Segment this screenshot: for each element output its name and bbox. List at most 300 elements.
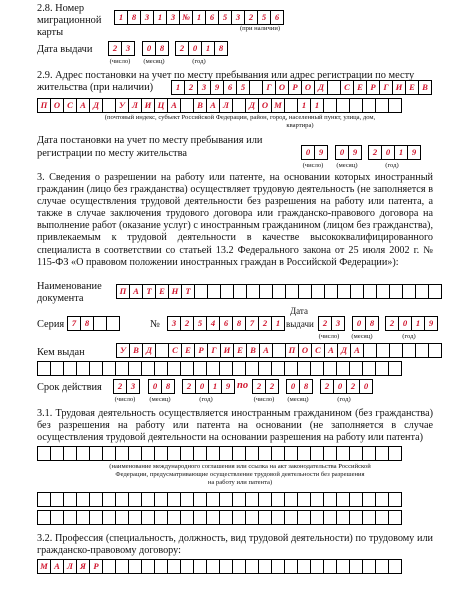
letter-cell[interactable]: 0 bbox=[359, 379, 373, 394]
letter-cell[interactable]: А bbox=[259, 343, 273, 358]
letter-cell[interactable] bbox=[376, 343, 390, 358]
letter-cell[interactable] bbox=[259, 284, 273, 299]
letter-cell[interactable] bbox=[180, 446, 194, 461]
letter-cell[interactable] bbox=[233, 284, 247, 299]
basis-row-1[interactable] bbox=[37, 446, 401, 461]
letter-cell[interactable] bbox=[141, 492, 155, 507]
letter-cell[interactable] bbox=[180, 98, 194, 113]
letter-cell[interactable]: 8 bbox=[161, 379, 175, 394]
letter-cell[interactable]: 8 bbox=[232, 316, 246, 331]
letter-cell[interactable]: 5 bbox=[236, 80, 250, 95]
letter-cell[interactable] bbox=[389, 284, 403, 299]
letter-cell[interactable] bbox=[285, 284, 299, 299]
letter-cell[interactable] bbox=[89, 361, 103, 376]
letter-cell[interactable] bbox=[297, 559, 311, 574]
letter-cell[interactable] bbox=[245, 361, 259, 376]
letter-cell[interactable]: О bbox=[298, 343, 312, 358]
permit-year-field[interactable] bbox=[385, 316, 437, 331]
letter-cell[interactable]: 0 bbox=[335, 145, 349, 160]
letter-cell[interactable]: 0 bbox=[188, 41, 202, 56]
valid-to-day-field[interactable] bbox=[252, 379, 278, 394]
letter-cell[interactable] bbox=[115, 361, 129, 376]
permit-day-field[interactable] bbox=[318, 316, 344, 331]
letter-cell[interactable] bbox=[388, 361, 402, 376]
letter-cell[interactable] bbox=[219, 446, 233, 461]
letter-cell[interactable] bbox=[219, 361, 233, 376]
letter-cell[interactable]: 8 bbox=[365, 316, 379, 331]
letter-cell[interactable] bbox=[363, 284, 377, 299]
address-row-2[interactable] bbox=[37, 98, 401, 113]
letter-cell[interactable] bbox=[50, 361, 64, 376]
letter-cell[interactable]: А bbox=[50, 559, 64, 574]
letter-cell[interactable]: 1 bbox=[192, 10, 206, 25]
letter-cell[interactable] bbox=[106, 316, 120, 331]
letter-cell[interactable]: 8 bbox=[80, 316, 94, 331]
letter-cell[interactable]: 3 bbox=[231, 10, 245, 25]
letter-cell[interactable] bbox=[206, 361, 220, 376]
letter-cell[interactable]: 6 bbox=[219, 316, 233, 331]
letter-cell[interactable] bbox=[128, 361, 142, 376]
letter-cell[interactable]: Е bbox=[233, 343, 247, 358]
letter-cell[interactable]: П bbox=[37, 98, 51, 113]
letter-cell[interactable] bbox=[323, 492, 337, 507]
letter-cell[interactable]: А bbox=[167, 98, 181, 113]
letter-cell[interactable] bbox=[349, 361, 363, 376]
letter-cell[interactable]: П bbox=[116, 284, 130, 299]
letter-cell[interactable] bbox=[375, 492, 389, 507]
letter-cell[interactable]: 1 bbox=[411, 316, 425, 331]
letter-cell[interactable] bbox=[336, 361, 350, 376]
letter-cell[interactable] bbox=[232, 510, 246, 525]
letter-cell[interactable]: 7 bbox=[245, 316, 259, 331]
letter-cell[interactable] bbox=[271, 510, 285, 525]
letter-cell[interactable] bbox=[219, 510, 233, 525]
letter-cell[interactable]: О bbox=[50, 98, 64, 113]
letter-cell[interactable] bbox=[402, 284, 416, 299]
letter-cell[interactable] bbox=[206, 492, 220, 507]
valid-to-month-field[interactable] bbox=[286, 379, 312, 394]
letter-cell[interactable]: В bbox=[418, 80, 432, 95]
letter-cell[interactable]: Д bbox=[142, 343, 156, 358]
registration-day-field[interactable] bbox=[301, 145, 327, 160]
letter-cell[interactable] bbox=[349, 492, 363, 507]
permit-number-field[interactable] bbox=[167, 316, 284, 331]
letter-cell[interactable] bbox=[310, 446, 324, 461]
letter-cell[interactable] bbox=[63, 510, 77, 525]
letter-cell[interactable] bbox=[141, 361, 155, 376]
letter-cell[interactable]: Р bbox=[89, 559, 103, 574]
letter-cell[interactable] bbox=[37, 510, 51, 525]
letter-cell[interactable]: Л bbox=[128, 98, 142, 113]
letter-cell[interactable] bbox=[375, 510, 389, 525]
issuer-row-2[interactable] bbox=[37, 361, 401, 376]
letter-cell[interactable] bbox=[37, 492, 51, 507]
letter-cell[interactable] bbox=[336, 492, 350, 507]
letter-cell[interactable]: Л bbox=[63, 559, 77, 574]
letter-cell[interactable] bbox=[362, 492, 376, 507]
letter-cell[interactable]: 1 bbox=[310, 98, 324, 113]
letter-cell[interactable] bbox=[245, 559, 259, 574]
letter-cell[interactable]: А bbox=[129, 284, 143, 299]
letter-cell[interactable] bbox=[141, 446, 155, 461]
letter-cell[interactable]: А bbox=[350, 343, 364, 358]
letter-cell[interactable]: И bbox=[141, 98, 155, 113]
letter-cell[interactable] bbox=[271, 446, 285, 461]
letter-cell[interactable]: Е bbox=[405, 80, 419, 95]
letter-cell[interactable] bbox=[154, 361, 168, 376]
letter-cell[interactable]: 2 bbox=[252, 379, 266, 394]
letter-cell[interactable]: У bbox=[116, 343, 130, 358]
letter-cell[interactable]: 1 bbox=[114, 10, 128, 25]
letter-cell[interactable] bbox=[388, 98, 402, 113]
letter-cell[interactable] bbox=[362, 510, 376, 525]
letter-cell[interactable]: 2 bbox=[182, 379, 196, 394]
letter-cell[interactable] bbox=[258, 559, 272, 574]
letter-cell[interactable]: 1 bbox=[208, 379, 222, 394]
letter-cell[interactable] bbox=[284, 559, 298, 574]
letter-cell[interactable] bbox=[180, 492, 194, 507]
letter-cell[interactable]: 2 bbox=[184, 80, 198, 95]
letter-cell[interactable]: 1 bbox=[297, 98, 311, 113]
letter-cell[interactable]: Ц bbox=[154, 98, 168, 113]
letter-cell[interactable]: 0 bbox=[398, 316, 412, 331]
letter-cell[interactable]: Р bbox=[194, 343, 208, 358]
letter-cell[interactable]: 2 bbox=[113, 379, 127, 394]
letter-cell[interactable] bbox=[76, 446, 90, 461]
letter-cell[interactable]: 3 bbox=[140, 10, 154, 25]
letter-cell[interactable]: В bbox=[246, 343, 260, 358]
letter-cell[interactable]: 9 bbox=[424, 316, 438, 331]
letter-cell[interactable] bbox=[297, 492, 311, 507]
letter-cell[interactable] bbox=[258, 510, 272, 525]
letter-cell[interactable]: С bbox=[63, 98, 77, 113]
letter-cell[interactable] bbox=[388, 492, 402, 507]
letter-cell[interactable] bbox=[102, 98, 116, 113]
permit-month-field[interactable] bbox=[352, 316, 378, 331]
letter-cell[interactable]: 1 bbox=[394, 145, 408, 160]
letter-cell[interactable]: 8 bbox=[155, 41, 169, 56]
letter-cell[interactable] bbox=[115, 559, 129, 574]
address-row-1[interactable] bbox=[171, 80, 431, 95]
letter-cell[interactable] bbox=[115, 510, 129, 525]
letter-cell[interactable] bbox=[193, 361, 207, 376]
letter-cell[interactable] bbox=[154, 510, 168, 525]
letter-cell[interactable] bbox=[362, 98, 376, 113]
profession-field[interactable] bbox=[37, 559, 401, 574]
letter-cell[interactable] bbox=[128, 446, 142, 461]
letter-cell[interactable]: П bbox=[285, 343, 299, 358]
letter-cell[interactable]: В bbox=[193, 98, 207, 113]
letter-cell[interactable]: М bbox=[37, 559, 51, 574]
letter-cell[interactable]: 2 bbox=[265, 379, 279, 394]
letter-cell[interactable]: 3 bbox=[167, 316, 181, 331]
letter-cell[interactable] bbox=[323, 559, 337, 574]
letter-cell[interactable] bbox=[89, 510, 103, 525]
letter-cell[interactable] bbox=[402, 343, 416, 358]
letter-cell[interactable] bbox=[271, 559, 285, 574]
letter-cell[interactable] bbox=[336, 559, 350, 574]
letter-cell[interactable] bbox=[154, 559, 168, 574]
letter-cell[interactable] bbox=[349, 510, 363, 525]
letter-cell[interactable]: Е bbox=[353, 80, 367, 95]
letter-cell[interactable] bbox=[206, 510, 220, 525]
letter-cell[interactable]: Н bbox=[168, 284, 182, 299]
letter-cell[interactable] bbox=[232, 446, 246, 461]
letter-cell[interactable] bbox=[115, 446, 129, 461]
letter-cell[interactable] bbox=[141, 559, 155, 574]
letter-cell[interactable] bbox=[246, 284, 260, 299]
letter-cell[interactable] bbox=[349, 446, 363, 461]
letter-cell[interactable]: Я bbox=[76, 559, 90, 574]
letter-cell[interactable]: 6 bbox=[205, 10, 219, 25]
letter-cell[interactable]: М bbox=[271, 98, 285, 113]
letter-cell[interactable] bbox=[232, 98, 246, 113]
letter-cell[interactable] bbox=[375, 559, 389, 574]
letter-cell[interactable]: Г bbox=[379, 80, 393, 95]
letter-cell[interactable] bbox=[219, 492, 233, 507]
letter-cell[interactable] bbox=[337, 284, 351, 299]
issue-day-field[interactable] bbox=[108, 41, 134, 56]
letter-cell[interactable]: Г bbox=[207, 343, 221, 358]
letter-cell[interactable]: 5 bbox=[218, 10, 232, 25]
letter-cell[interactable]: 2 bbox=[175, 41, 189, 56]
letter-cell[interactable] bbox=[310, 510, 324, 525]
letter-cell[interactable]: 0 bbox=[142, 41, 156, 56]
letter-cell[interactable] bbox=[375, 98, 389, 113]
letter-cell[interactable]: 5 bbox=[257, 10, 271, 25]
letter-cell[interactable] bbox=[415, 343, 429, 358]
letter-cell[interactable] bbox=[154, 492, 168, 507]
letter-cell[interactable] bbox=[180, 510, 194, 525]
letter-cell[interactable]: 3 bbox=[126, 379, 140, 394]
letter-cell[interactable]: 8 bbox=[127, 10, 141, 25]
letter-cell[interactable]: У bbox=[115, 98, 129, 113]
issuer-row-1[interactable] bbox=[116, 343, 441, 358]
letter-cell[interactable] bbox=[310, 492, 324, 507]
letter-cell[interactable]: 9 bbox=[407, 145, 421, 160]
letter-cell[interactable] bbox=[167, 361, 181, 376]
letter-cell[interactable]: Е bbox=[155, 284, 169, 299]
letter-cell[interactable]: С bbox=[311, 343, 325, 358]
letter-cell[interactable]: № bbox=[179, 10, 193, 25]
letter-cell[interactable] bbox=[245, 510, 259, 525]
valid-from-day-field[interactable] bbox=[113, 379, 139, 394]
letter-cell[interactable] bbox=[76, 492, 90, 507]
letter-cell[interactable] bbox=[63, 492, 77, 507]
letter-cell[interactable]: 0 bbox=[286, 379, 300, 394]
letter-cell[interactable]: 5 bbox=[193, 316, 207, 331]
letter-cell[interactable] bbox=[362, 559, 376, 574]
letter-cell[interactable] bbox=[245, 492, 259, 507]
letter-cell[interactable] bbox=[336, 98, 350, 113]
letter-cell[interactable] bbox=[350, 284, 364, 299]
letter-cell[interactable]: 7 bbox=[67, 316, 81, 331]
letter-cell[interactable] bbox=[220, 284, 234, 299]
letter-cell[interactable] bbox=[232, 492, 246, 507]
letter-cell[interactable]: Г bbox=[262, 80, 276, 95]
letter-cell[interactable] bbox=[349, 559, 363, 574]
letter-cell[interactable] bbox=[76, 361, 90, 376]
letter-cell[interactable]: 1 bbox=[153, 10, 167, 25]
letter-cell[interactable] bbox=[258, 492, 272, 507]
letter-cell[interactable] bbox=[128, 492, 142, 507]
letter-cell[interactable]: 0 bbox=[195, 379, 209, 394]
letter-cell[interactable] bbox=[362, 361, 376, 376]
letter-cell[interactable] bbox=[310, 559, 324, 574]
letter-cell[interactable]: О bbox=[301, 80, 315, 95]
letter-cell[interactable] bbox=[324, 284, 338, 299]
letter-cell[interactable] bbox=[323, 510, 337, 525]
letter-cell[interactable] bbox=[193, 559, 207, 574]
letter-cell[interactable] bbox=[284, 492, 298, 507]
letter-cell[interactable]: Р bbox=[366, 80, 380, 95]
letter-cell[interactable]: И bbox=[220, 343, 234, 358]
letter-cell[interactable]: Д bbox=[314, 80, 328, 95]
letter-cell[interactable] bbox=[115, 492, 129, 507]
letter-cell[interactable]: С bbox=[168, 343, 182, 358]
valid-from-month-field[interactable] bbox=[148, 379, 174, 394]
letter-cell[interactable]: 1 bbox=[201, 41, 215, 56]
letter-cell[interactable] bbox=[336, 446, 350, 461]
letter-cell[interactable]: Т bbox=[142, 284, 156, 299]
letter-cell[interactable] bbox=[155, 343, 169, 358]
letter-cell[interactable]: 0 bbox=[333, 379, 347, 394]
letter-cell[interactable]: 3 bbox=[166, 10, 180, 25]
letter-cell[interactable] bbox=[37, 446, 51, 461]
letter-cell[interactable]: 3 bbox=[121, 41, 135, 56]
letter-cell[interactable] bbox=[102, 361, 116, 376]
letter-cell[interactable] bbox=[363, 343, 377, 358]
letter-cell[interactable]: И bbox=[392, 80, 406, 95]
letter-cell[interactable]: 2 bbox=[346, 379, 360, 394]
letter-cell[interactable]: 9 bbox=[221, 379, 235, 394]
letter-cell[interactable] bbox=[167, 446, 181, 461]
letter-cell[interactable] bbox=[232, 559, 246, 574]
letter-cell[interactable] bbox=[297, 446, 311, 461]
letter-cell[interactable] bbox=[245, 446, 259, 461]
valid-from-year-field[interactable] bbox=[182, 379, 234, 394]
letter-cell[interactable]: 0 bbox=[301, 145, 315, 160]
letter-cell[interactable] bbox=[194, 284, 208, 299]
letter-cell[interactable] bbox=[298, 284, 312, 299]
letter-cell[interactable] bbox=[284, 361, 298, 376]
letter-cell[interactable] bbox=[141, 510, 155, 525]
letter-cell[interactable] bbox=[128, 559, 142, 574]
letter-cell[interactable]: 0 bbox=[148, 379, 162, 394]
letter-cell[interactable] bbox=[271, 361, 285, 376]
letter-cell[interactable] bbox=[428, 343, 442, 358]
basis-row-2[interactable] bbox=[37, 492, 401, 507]
letter-cell[interactable]: 2 bbox=[318, 316, 332, 331]
letter-cell[interactable]: 8 bbox=[214, 41, 228, 56]
basis-row-3[interactable] bbox=[37, 510, 401, 525]
letter-cell[interactable] bbox=[180, 361, 194, 376]
letter-cell[interactable] bbox=[323, 361, 337, 376]
letter-cell[interactable]: 2 bbox=[108, 41, 122, 56]
letter-cell[interactable] bbox=[258, 446, 272, 461]
letter-cell[interactable] bbox=[232, 361, 246, 376]
letter-cell[interactable]: 2 bbox=[244, 10, 258, 25]
letter-cell[interactable] bbox=[376, 284, 390, 299]
letter-cell[interactable] bbox=[258, 361, 272, 376]
letter-cell[interactable] bbox=[389, 343, 403, 358]
document-name-field[interactable] bbox=[116, 284, 441, 299]
letter-cell[interactable] bbox=[284, 510, 298, 525]
letter-cell[interactable] bbox=[362, 446, 376, 461]
registration-year-field[interactable] bbox=[368, 145, 420, 160]
letter-cell[interactable] bbox=[388, 446, 402, 461]
letter-cell[interactable] bbox=[284, 446, 298, 461]
letter-cell[interactable] bbox=[102, 446, 116, 461]
letter-cell[interactable] bbox=[428, 284, 442, 299]
letter-cell[interactable] bbox=[89, 492, 103, 507]
migration-card-number-field[interactable] bbox=[114, 10, 283, 25]
letter-cell[interactable] bbox=[167, 510, 181, 525]
letter-cell[interactable] bbox=[249, 80, 263, 95]
letter-cell[interactable]: Е bbox=[181, 343, 195, 358]
issue-month-field[interactable] bbox=[142, 41, 168, 56]
letter-cell[interactable] bbox=[375, 361, 389, 376]
letter-cell[interactable]: 6 bbox=[223, 80, 237, 95]
letter-cell[interactable]: Р bbox=[288, 80, 302, 95]
letter-cell[interactable] bbox=[102, 510, 116, 525]
letter-cell[interactable] bbox=[297, 510, 311, 525]
issue-year-field[interactable] bbox=[175, 41, 227, 56]
letter-cell[interactable] bbox=[63, 361, 77, 376]
letter-cell[interactable]: 9 bbox=[210, 80, 224, 95]
letter-cell[interactable] bbox=[154, 446, 168, 461]
letter-cell[interactable]: А bbox=[324, 343, 338, 358]
letter-cell[interactable]: Л bbox=[219, 98, 233, 113]
letter-cell[interactable]: 1 bbox=[271, 316, 285, 331]
letter-cell[interactable] bbox=[50, 492, 64, 507]
letter-cell[interactable]: Т bbox=[181, 284, 195, 299]
letter-cell[interactable] bbox=[323, 98, 337, 113]
letter-cell[interactable] bbox=[207, 284, 221, 299]
letter-cell[interactable]: А bbox=[76, 98, 90, 113]
letter-cell[interactable] bbox=[193, 510, 207, 525]
letter-cell[interactable] bbox=[93, 316, 107, 331]
letter-cell[interactable] bbox=[37, 361, 51, 376]
letter-cell[interactable]: Д bbox=[337, 343, 351, 358]
letter-cell[interactable]: 3 bbox=[331, 316, 345, 331]
letter-cell[interactable] bbox=[89, 446, 103, 461]
letter-cell[interactable]: О bbox=[258, 98, 272, 113]
letter-cell[interactable] bbox=[63, 446, 77, 461]
letter-cell[interactable]: 1 bbox=[171, 80, 185, 95]
letter-cell[interactable]: В bbox=[129, 343, 143, 358]
letter-cell[interactable] bbox=[297, 361, 311, 376]
letter-cell[interactable] bbox=[310, 361, 324, 376]
letter-cell[interactable] bbox=[271, 492, 285, 507]
letter-cell[interactable] bbox=[128, 510, 142, 525]
letter-cell[interactable] bbox=[272, 343, 286, 358]
letter-cell[interactable] bbox=[193, 446, 207, 461]
letter-cell[interactable]: А bbox=[206, 98, 220, 113]
letter-cell[interactable] bbox=[167, 492, 181, 507]
letter-cell[interactable]: 2 bbox=[258, 316, 272, 331]
letter-cell[interactable]: 9 bbox=[314, 145, 328, 160]
letter-cell[interactable] bbox=[206, 559, 220, 574]
letter-cell[interactable] bbox=[311, 284, 325, 299]
letter-cell[interactable] bbox=[180, 559, 194, 574]
letter-cell[interactable]: С bbox=[340, 80, 354, 95]
letter-cell[interactable]: 2 bbox=[368, 145, 382, 160]
letter-cell[interactable] bbox=[167, 559, 181, 574]
letter-cell[interactable] bbox=[327, 80, 341, 95]
letter-cell[interactable]: 2 bbox=[320, 379, 334, 394]
letter-cell[interactable]: 0 bbox=[352, 316, 366, 331]
